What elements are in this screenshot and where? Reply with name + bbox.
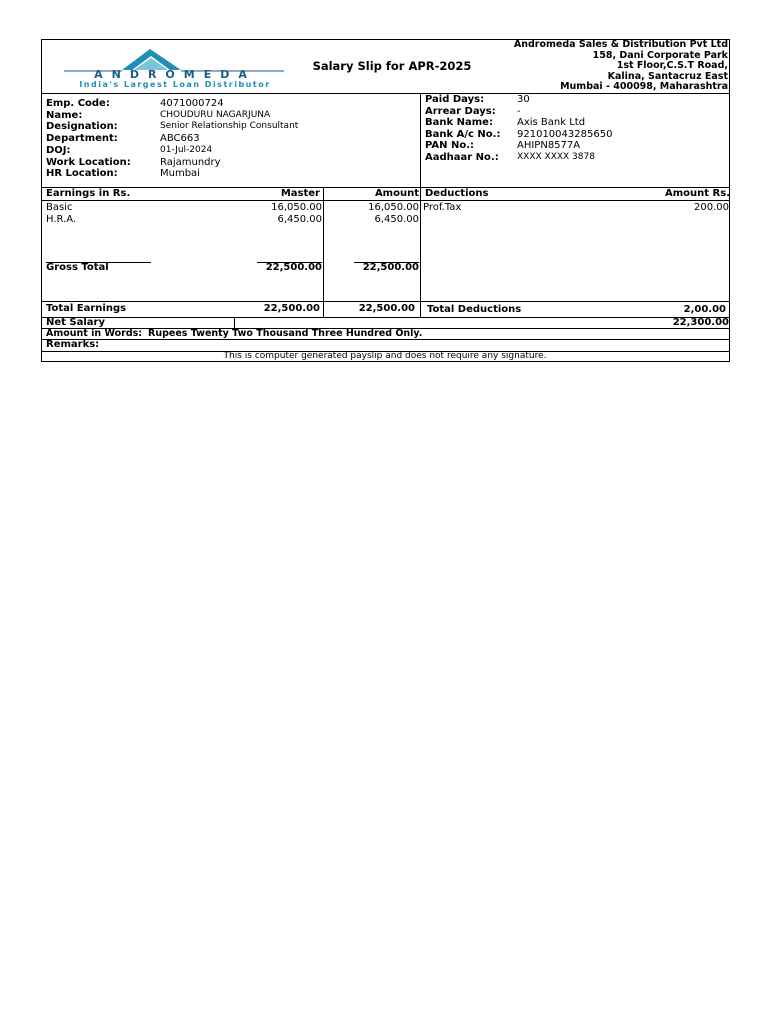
bank-name-value: Axis Bank Ltd [517,117,586,128]
arrear-days-label: Arrear Days: [425,105,496,117]
divider [420,188,421,317]
work-location-value: Rajamundry [160,156,221,168]
name-label: Name: [46,109,83,121]
gross-total-amount: 22,500.00 [362,262,419,273]
bank-account-value: 921010043285650 [517,128,613,140]
total-deductions-amount: 2,00.00 [683,304,726,315]
amount-in-words-value: Rupees Twenty Two Thousand Three Hundred Only. [148,328,423,339]
address-line-3: 1st Floor,C.S.T Road, [616,60,728,72]
department-value: ABC663 [160,133,200,145]
earning-hra-master: 6,450.00 [277,214,322,225]
address-line-4: Kalina, Santacruz East [607,70,728,82]
deduction-proftax-name: Prof.Tax [423,202,462,213]
arrear-days-value: - [517,105,521,117]
pan-label: PAN No.: [425,140,475,151]
net-salary-value: 22,300.00 [672,317,729,328]
emp-code-label: Emp. Code: [46,98,110,109]
slip-title: Salary Slip for APR-2025 [312,59,472,73]
earnings-header: Earnings in Rs. [46,188,131,199]
net-salary-label: Net Salary [46,317,105,328]
designation-label: Designation: [46,121,118,133]
work-location-label: Work Location: [46,156,131,168]
doj-label: DOJ: [46,144,71,156]
deductions-amount-header: Amount Rs. [665,188,730,199]
amount-header: Amount [374,188,419,199]
divider [42,200,729,201]
earning-hra-amount: 6,450.00 [374,214,419,225]
amount-in-words-label: Amount in Words: [46,328,143,339]
designation-value: Senior Relationship Consultant [160,121,299,132]
remarks-label: Remarks: [46,339,100,350]
bank-name-label: Bank Name: [425,117,493,128]
logo-wordmark: ANDROMEDA [94,68,256,81]
total-earnings-master: 22,500.00 [263,303,320,314]
divider [420,94,421,187]
doj-value: 01-Jul-2024 [160,144,213,155]
hr-location-label: HR Location: [46,168,118,180]
hr-location-value: Mumbai [160,168,200,180]
deduction-proftax-amount: 200.00 [694,202,729,213]
aadhaar-value: XXXX XXXX 3878 [517,151,595,162]
earning-basic-master: 16,050.00 [271,202,322,213]
name-value: CHOUDURU NAGARJUNA [160,109,271,120]
address-line-5: Mumbai - 400098, Maharashtra [560,81,728,93]
divider [234,317,235,328]
deductions-header: Deductions [425,188,489,199]
logo-tagline: India's Largest Loan Distributor [79,80,271,89]
paid-days-value: 30 [517,94,530,105]
footer-note: This is computer generated payslip and does not require any signature. [223,351,547,361]
emp-code-value: 4071000724 [160,98,224,109]
divider [42,93,729,94]
divider [42,339,729,340]
divider [323,188,324,317]
earning-basic-amount: 16,050.00 [368,202,419,213]
total-deductions-label: Total Deductions [427,304,522,315]
gross-total-master: 22,500.00 [265,262,322,273]
address-line-2: 158, Dani Corporate Park [592,49,728,61]
address-line-1: Andromeda Sales & Distribution Pvt Ltd [513,39,728,50]
earning-hra-name: H.R.A. [46,214,77,225]
total-earnings-amount: 22,500.00 [358,303,415,314]
master-header: Master [280,188,320,199]
paid-days-label: Paid Days: [425,94,485,105]
divider [42,301,729,302]
company-logo [62,46,287,90]
company-address [468,40,728,93]
bank-account-label: Bank A/c No.: [425,128,501,140]
pan-value: AHIPN8577A [517,140,581,151]
department-label: Department: [46,133,118,145]
salary-slip [41,39,730,362]
gross-total-label: Gross Total [46,262,109,273]
total-earnings-label: Total Earnings [46,303,127,314]
earning-basic-name: Basic [46,202,73,213]
aadhaar-label: Aadhaar No.: [425,151,499,163]
